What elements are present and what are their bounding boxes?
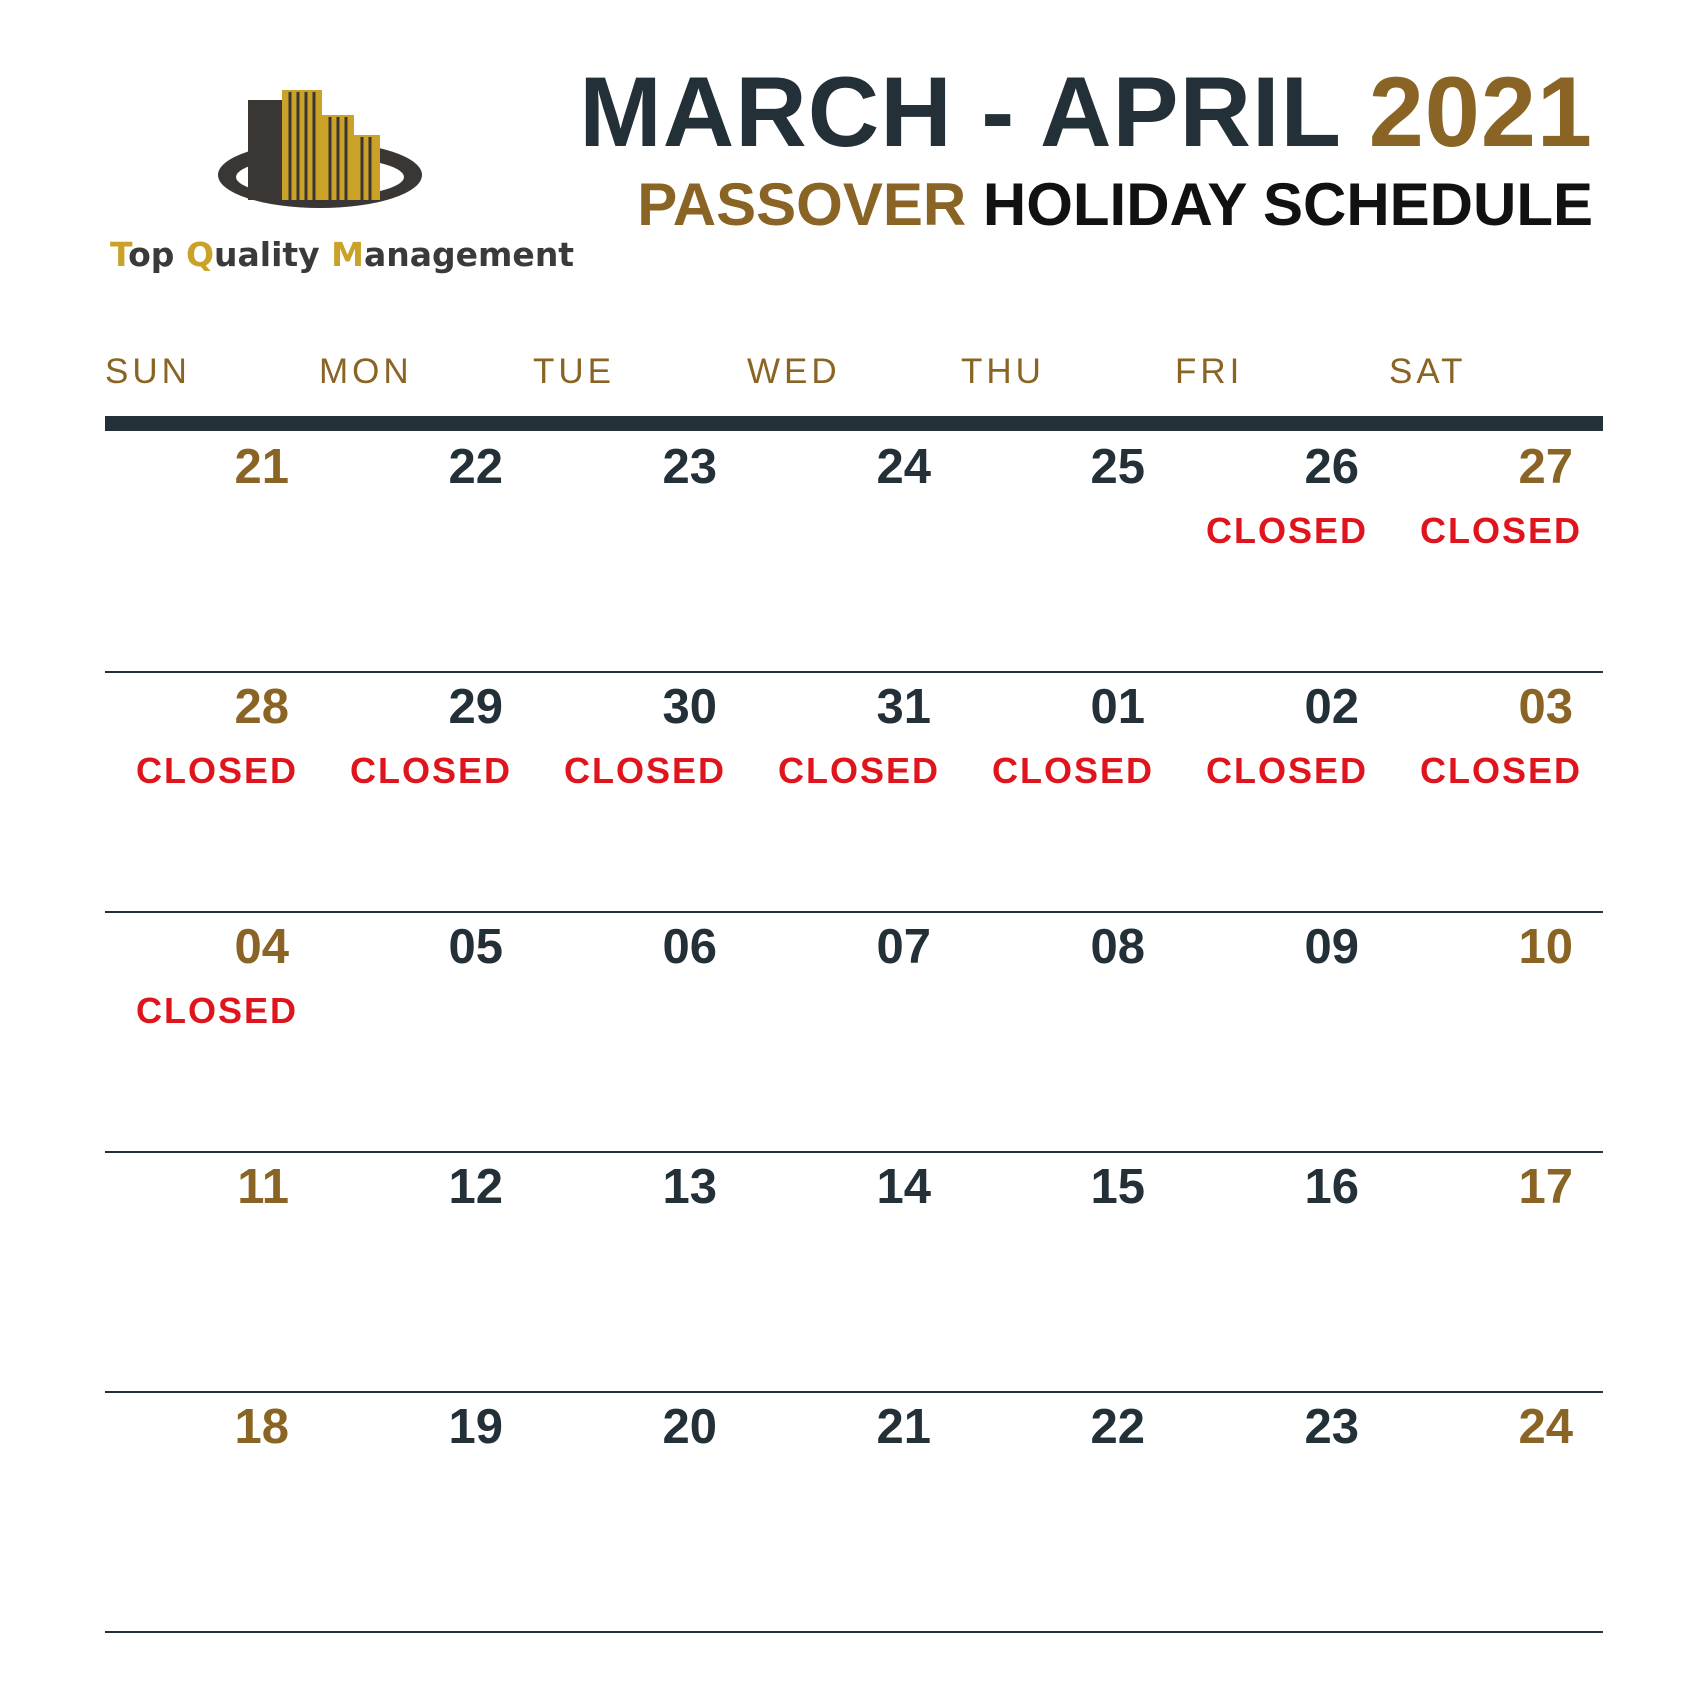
day-cell bbox=[1389, 1153, 1603, 1393]
day-cell bbox=[961, 433, 1175, 673]
day-cell bbox=[1175, 673, 1389, 913]
subtitle-accent: PASSOVER bbox=[637, 171, 967, 238]
day-number: 12 bbox=[448, 1160, 503, 1214]
day-number: 23 bbox=[662, 440, 717, 494]
day-cell bbox=[961, 673, 1175, 913]
day-number: 18 bbox=[234, 1400, 289, 1454]
day-cell bbox=[1389, 673, 1603, 913]
day-number: 08 bbox=[1090, 920, 1145, 974]
day-cell bbox=[961, 913, 1175, 1153]
day-cell bbox=[961, 1393, 1175, 1633]
day-number: 25 bbox=[1090, 440, 1145, 494]
day-number: 28 bbox=[234, 680, 289, 734]
closed-label: CLOSED bbox=[1205, 750, 1368, 791]
closed-label: CLOSED bbox=[777, 750, 940, 791]
day-number: 03 bbox=[1518, 680, 1573, 734]
calendar-week bbox=[105, 1153, 1603, 1393]
weekday-label: MON bbox=[319, 352, 413, 391]
day-cell bbox=[319, 1393, 533, 1633]
day-number: 01 bbox=[1090, 680, 1145, 734]
day-cell bbox=[105, 1393, 319, 1633]
day-number: 13 bbox=[662, 1160, 717, 1214]
logo-word: uality bbox=[214, 235, 332, 274]
day-cell bbox=[1389, 1393, 1603, 1633]
day-number: 31 bbox=[876, 680, 931, 734]
day-number: 27 bbox=[1518, 440, 1573, 494]
logo-letter: Q bbox=[185, 235, 214, 274]
day-number: 24 bbox=[876, 440, 931, 494]
day-number: 22 bbox=[448, 440, 503, 494]
day-cell bbox=[747, 433, 961, 673]
weekday-label: THU bbox=[961, 352, 1045, 391]
closed-label: CLOSED bbox=[991, 750, 1154, 791]
day-number: 09 bbox=[1304, 920, 1359, 974]
logo-word: op bbox=[128, 235, 186, 274]
day-number: 26 bbox=[1304, 440, 1359, 494]
day-cell bbox=[533, 673, 747, 913]
closed-label: CLOSED bbox=[1205, 510, 1368, 551]
day-number: 05 bbox=[448, 920, 503, 974]
day-number: 29 bbox=[448, 680, 503, 734]
day-number: 21 bbox=[234, 440, 289, 494]
day-cell bbox=[1389, 433, 1603, 673]
day-cell bbox=[533, 1153, 747, 1393]
company-logo bbox=[100, 70, 575, 290]
day-number: 22 bbox=[1090, 1400, 1145, 1454]
day-cell bbox=[747, 673, 961, 913]
day-cell bbox=[319, 673, 533, 913]
day-cell bbox=[1175, 433, 1389, 673]
day-cell bbox=[533, 433, 747, 673]
day-cell bbox=[747, 913, 961, 1153]
closed-label: CLOSED bbox=[135, 750, 298, 791]
day-cell bbox=[533, 913, 747, 1153]
day-cell bbox=[533, 1393, 747, 1633]
weekday-label: WED bbox=[747, 352, 841, 391]
day-cell bbox=[319, 913, 533, 1153]
title-months: MARCH - APRIL bbox=[579, 56, 1369, 167]
day-number: 14 bbox=[876, 1160, 931, 1214]
logo-letter: M bbox=[331, 235, 365, 274]
day-number: 30 bbox=[662, 680, 717, 734]
day-cell bbox=[1175, 1153, 1389, 1393]
day-cell bbox=[1175, 1393, 1389, 1633]
calendar-week bbox=[105, 1393, 1603, 1633]
day-number: 11 bbox=[237, 1160, 289, 1214]
day-cell bbox=[1389, 913, 1603, 1153]
day-number: 19 bbox=[448, 1400, 503, 1454]
day-cell bbox=[747, 1153, 961, 1393]
calendar-week bbox=[105, 913, 1603, 1153]
weekday-header bbox=[105, 352, 1605, 392]
weekday-label: TUE bbox=[533, 352, 615, 391]
day-number: 06 bbox=[662, 920, 717, 974]
calendar-week bbox=[105, 433, 1603, 673]
day-cell bbox=[105, 433, 319, 673]
day-number: 17 bbox=[1518, 1160, 1573, 1214]
closed-label: CLOSED bbox=[1419, 750, 1582, 791]
day-cell bbox=[105, 673, 319, 913]
weekday-label: SAT bbox=[1389, 352, 1467, 391]
calendar-week bbox=[105, 673, 1603, 913]
logo-letter: T bbox=[110, 235, 129, 274]
day-number: 15 bbox=[1090, 1160, 1145, 1214]
logo-wordmark bbox=[110, 235, 574, 274]
day-number: 10 bbox=[1518, 920, 1573, 974]
day-cell bbox=[319, 1153, 533, 1393]
day-number: 21 bbox=[876, 1400, 931, 1454]
day-number: 24 bbox=[1518, 1400, 1573, 1454]
day-number: 04 bbox=[234, 920, 289, 974]
day-number: 02 bbox=[1304, 680, 1359, 734]
day-cell bbox=[1175, 913, 1389, 1153]
subtitle-rest: HOLIDAY SCHEDULE bbox=[966, 171, 1593, 238]
logo-word: anagement bbox=[364, 235, 575, 274]
day-number: 23 bbox=[1304, 1400, 1359, 1454]
day-number: 16 bbox=[1304, 1160, 1359, 1214]
day-number: 07 bbox=[876, 920, 931, 974]
day-cell bbox=[105, 1153, 319, 1393]
page-subtitle bbox=[637, 171, 1593, 238]
closed-label: CLOSED bbox=[349, 750, 512, 791]
day-cell bbox=[961, 1153, 1175, 1393]
week-divider bbox=[105, 1631, 1603, 1633]
closed-label: CLOSED bbox=[135, 990, 298, 1031]
day-cell bbox=[747, 1393, 961, 1633]
page-title bbox=[579, 56, 1593, 167]
day-number: 20 bbox=[662, 1400, 717, 1454]
weekday-label: SUN bbox=[105, 352, 191, 391]
title-year: 2021 bbox=[1368, 56, 1593, 167]
buildings-logo-icon bbox=[210, 80, 430, 220]
header-divider bbox=[105, 416, 1603, 431]
day-cell bbox=[319, 433, 533, 673]
closed-label: CLOSED bbox=[1419, 510, 1582, 551]
closed-label: CLOSED bbox=[563, 750, 726, 791]
weekday-label: FRI bbox=[1175, 352, 1244, 391]
day-cell bbox=[105, 913, 319, 1153]
